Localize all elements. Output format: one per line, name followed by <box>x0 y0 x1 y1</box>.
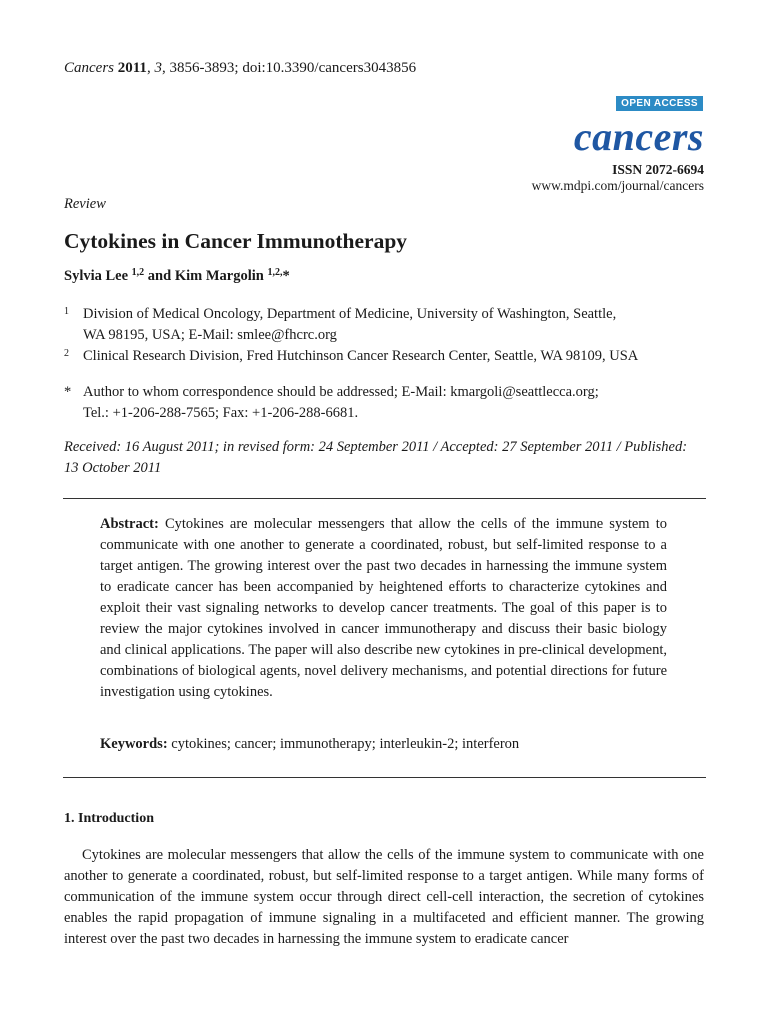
divider <box>63 777 706 778</box>
correspondence <box>64 382 724 424</box>
publication-dates: Received: 16 August 2011; in revised form: 24 September 2011 / Accepted: 27 September 2011 / Published: 13 October 2011 <box>64 439 688 476</box>
corresponding-author-marker: * <box>282 268 290 284</box>
affiliation-line: Clinical Research Division, Fred Hutchinson Cancer Research Center, Seattle, WA 98109, USA <box>83 348 639 364</box>
open-access-badge: OPEN ACCESS <box>616 96 703 111</box>
abstract-label: Abstract: <box>100 516 159 532</box>
author-conjunction: and <box>144 268 175 284</box>
article-title: Cytokines in Cancer Immunotherapy <box>64 229 408 253</box>
issn: ISSN 2072-6694 <box>612 162 704 177</box>
affiliation-marker: 2 <box>64 348 69 359</box>
affiliation-line: Division of Medical Oncology, Department of Medicine, University of Washington, Seattle, <box>83 306 617 322</box>
journal-logo: cancers <box>573 114 704 159</box>
author-affiliation-marker: 1,2, <box>267 267 283 278</box>
affiliation-marker: 1 <box>64 306 69 317</box>
journal-url[interactable]: www.mdpi.com/journal/cancers <box>531 178 704 193</box>
keywords-text: cytokines; cancer; immunotherapy; interleukin-2; interferon <box>171 736 520 752</box>
author-affiliation-marker: 1,2 <box>131 267 145 278</box>
correspondence-line: Author to whom correspondence should be addressed; E-Mail: kmargoli@seattlecca.org; <box>83 384 599 400</box>
abstract-text: Cytokines are molecular messengers that allow the cells of the immune system to communicate with one another to generate a coordinated, robust, but self-limited response to a target antigen. The growing interest over the past two decades in harnessing the immune system to eradicate cancer has been accompanied by heightened efforts to characterize cytokines and exploit their vast signaling networks to develop cancer treatments. The goal of this paper is to review the major cytokines involved in cancer immunotherapy and discuss their basic biology and clinical applications. The paper will also describe new cytokines in pre-clinical development, combinations of biological agents, novel delivery mechanisms, and potential directions for future investigation using cytokines. <box>100 516 668 700</box>
correspondence-marker: * <box>64 384 72 400</box>
introduction-paragraph: Cytokines are molecular messengers that allow the cells of the immune system to communicate with one another to generate a coordinated, robust, but self-limited response to a target antigen. While many forms of communication of the immune system occur through direct cell-cell interaction, the secretion of cytokines enables the rapid propagation of immune signaling in a multifaceted and efficient manner. The growing interest over the past two decades in harnessing the immune system to eradicate cancer <box>64 847 704 947</box>
author-name: Sylvia Lee <box>64 268 129 284</box>
journal-pages-doi: , 3856-3893; doi:10.3390/cancers3043856 <box>161 60 417 76</box>
affiliation-line: WA 98195, USA; E-Mail: smlee@fhcrc.org <box>83 327 337 343</box>
affiliation-1 <box>64 304 724 346</box>
author-name: Kim Margolin <box>174 268 264 284</box>
author-list <box>64 268 290 285</box>
keywords <box>100 736 519 753</box>
divider <box>63 498 706 499</box>
correspondence-line: Tel.: +1-206-288-7565; Fax: +1-206-288-6681. <box>83 405 359 421</box>
affiliation-2 <box>64 346 724 367</box>
keywords-label: Keywords: <box>100 736 168 752</box>
article-type: Review <box>64 196 106 212</box>
journal-year: 2011 <box>117 60 147 76</box>
journal-name: Cancers <box>64 60 114 76</box>
abstract <box>100 514 667 703</box>
journal-reference: Cancers 2011, 3, 3856-3893; doi:10.3390/cancers3043856 <box>64 60 417 76</box>
journal-volume: 3 <box>154 60 162 76</box>
section-heading: 1. Introduction <box>64 811 154 826</box>
